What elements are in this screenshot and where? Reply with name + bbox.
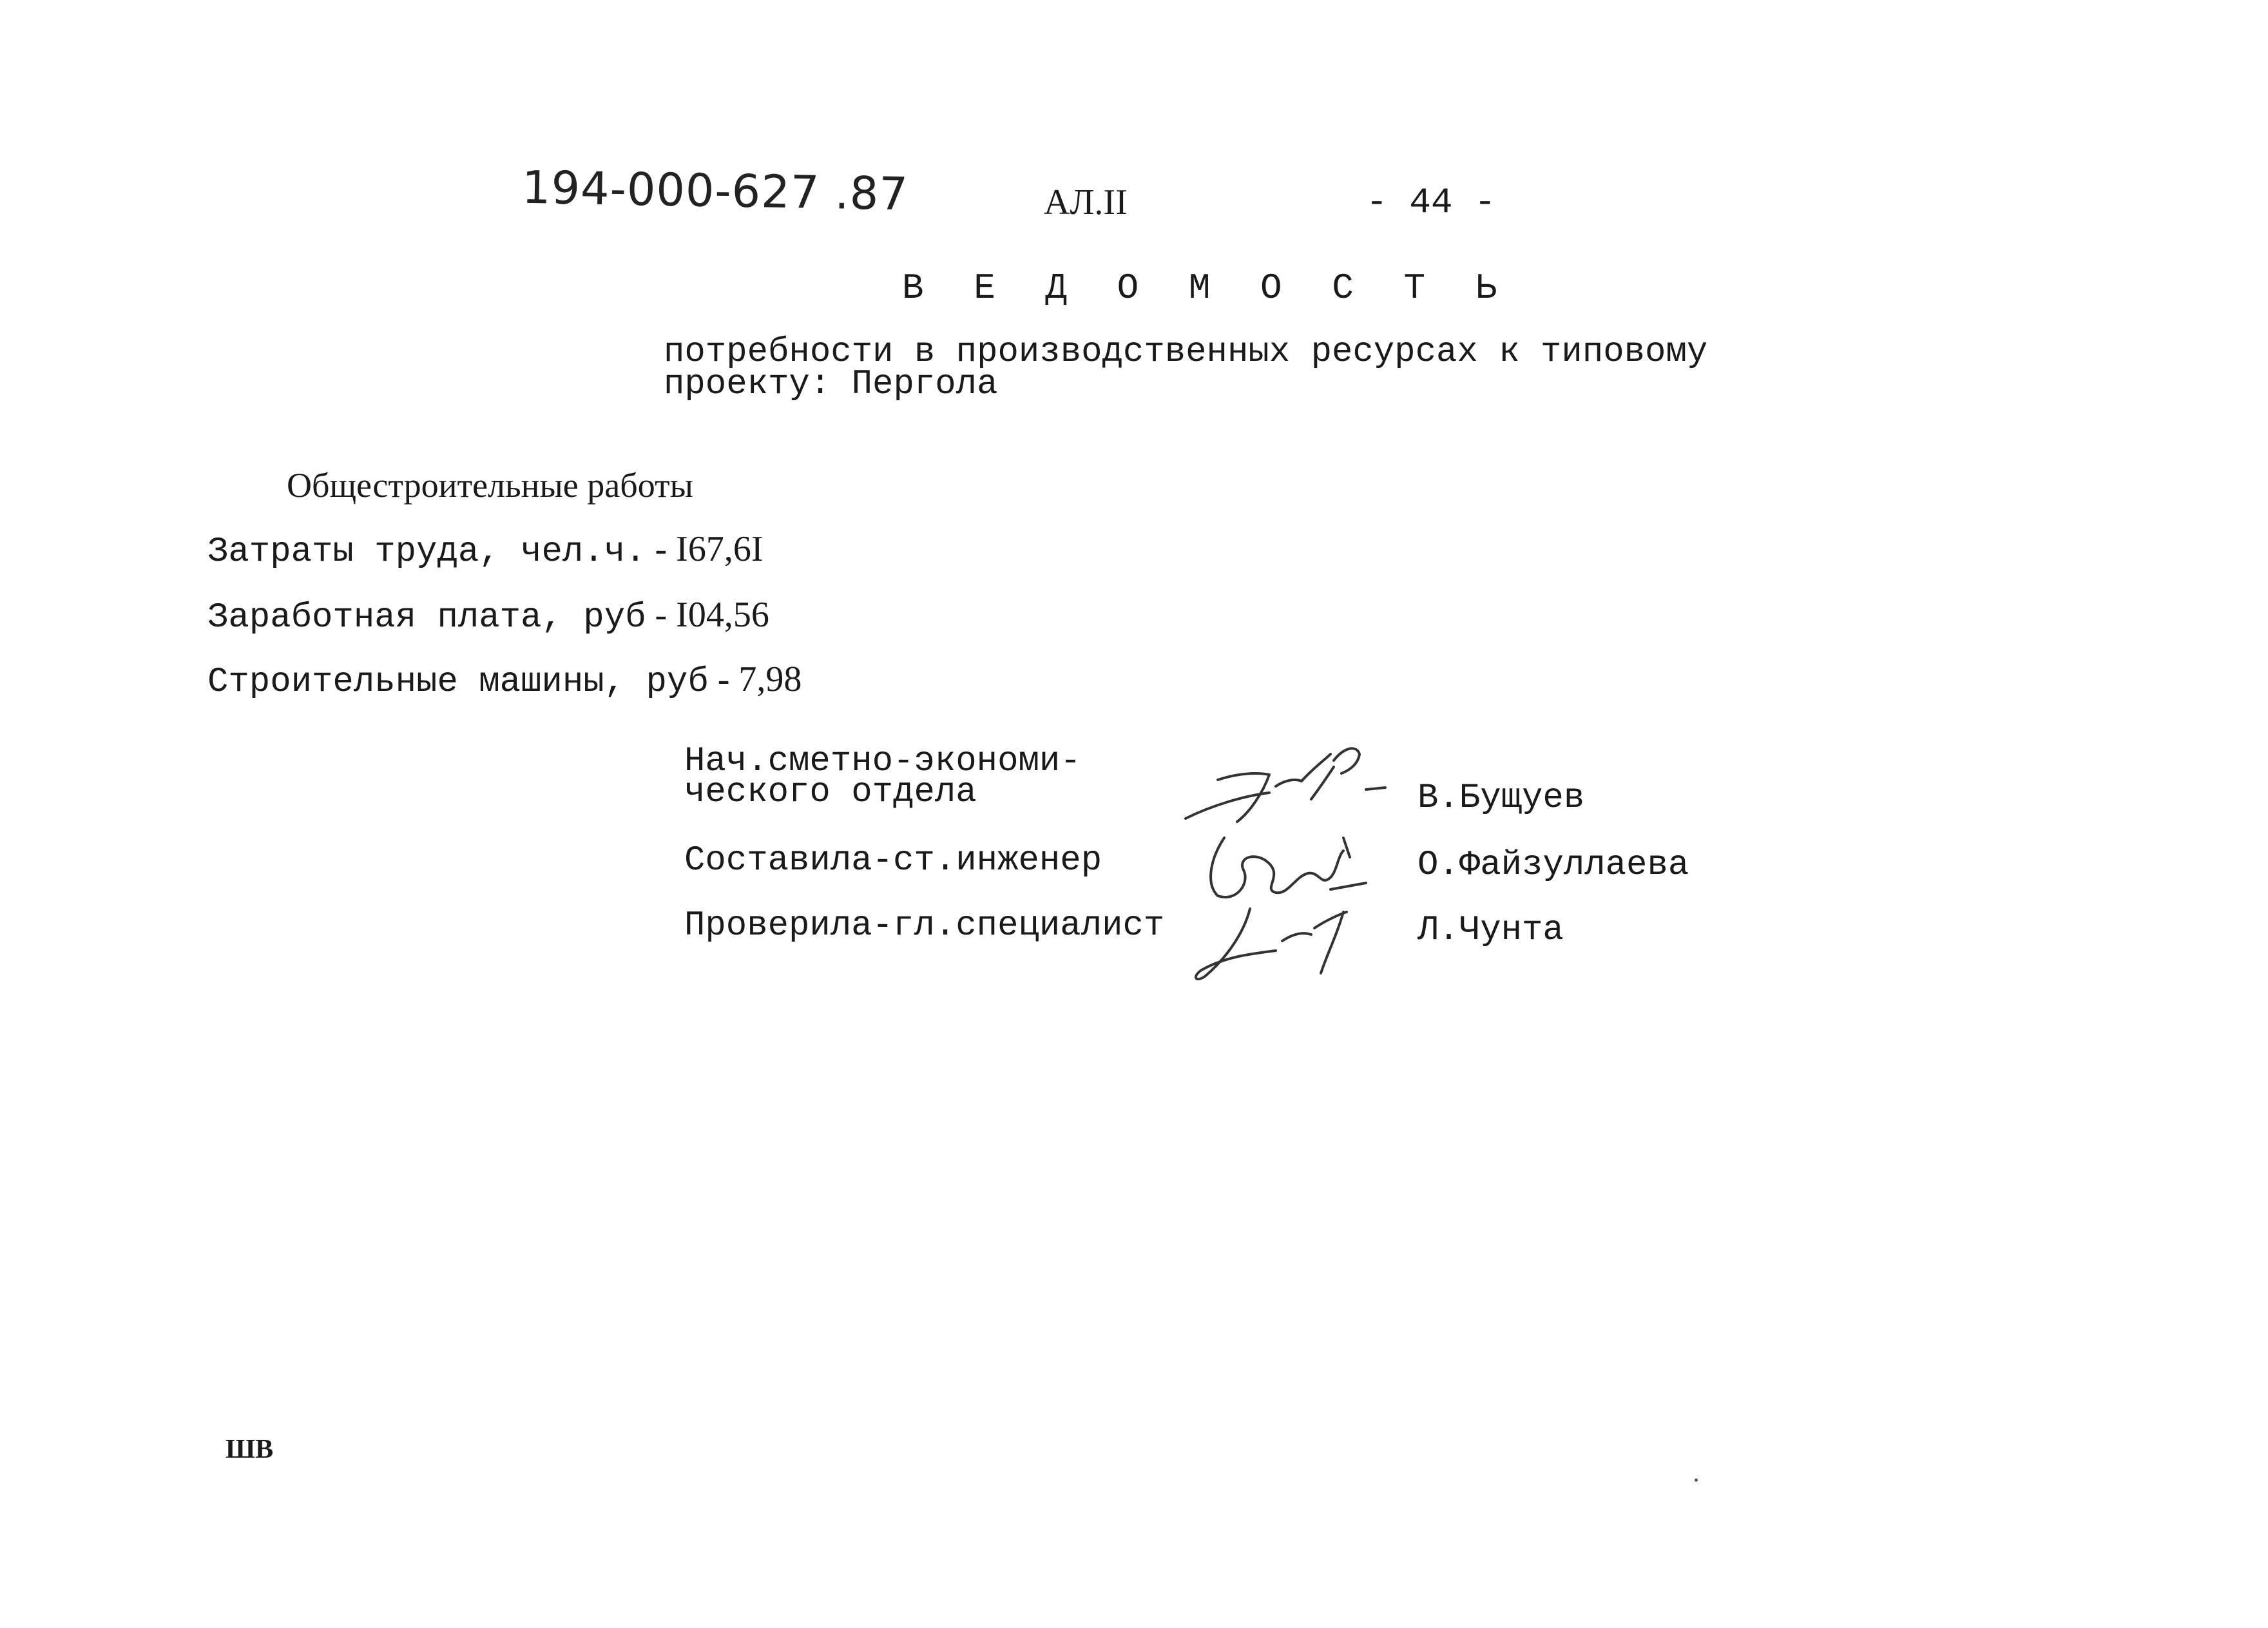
labor-costs-label: Затраты труда, чел.ч. (207, 532, 646, 572)
document-subtitle: потребности в производственных ресурсах к типовому проекту: Пергола (664, 333, 1708, 404)
signatory-role-compiler: Составила-ст.инженер (684, 841, 1102, 880)
signature-compiler (1198, 819, 1379, 909)
document-code: 194-000-627 .87 (521, 160, 909, 221)
signatory-name-compiler: О.Файзуллаева (1418, 846, 1689, 885)
footer-mark: ШВ (226, 1435, 274, 1464)
document-title: В Е Д О М О С Т Ь (902, 267, 1512, 309)
scan-speck (1695, 1478, 1698, 1482)
machinery-label: Строительные машины, руб (207, 663, 709, 702)
machinery-row (207, 659, 802, 702)
album-number: АЛ.II (1044, 182, 1128, 222)
signatory-role-checker: Проверила-гл.специалист (684, 906, 1165, 945)
section-title: Общестроительные работы (287, 466, 693, 505)
signature-checker (1186, 896, 1379, 986)
machinery-value: - 7,98 (717, 659, 802, 699)
labor-costs-value: - I67,6I (655, 529, 764, 569)
wages-value: - I04,56 (655, 595, 769, 635)
wages-label: Заработная плата, руб (207, 598, 646, 637)
signatory-name-checker: Л.Чунта (1418, 911, 1564, 950)
signatory-role-head: Нач.сметно-экономи- ческого отдела (684, 742, 1081, 812)
wages-row (207, 594, 769, 637)
page-number: - 44 - (1366, 182, 1496, 223)
signatory-name-head: В.Бущуев (1418, 779, 1585, 818)
labor-costs-row (207, 528, 763, 572)
